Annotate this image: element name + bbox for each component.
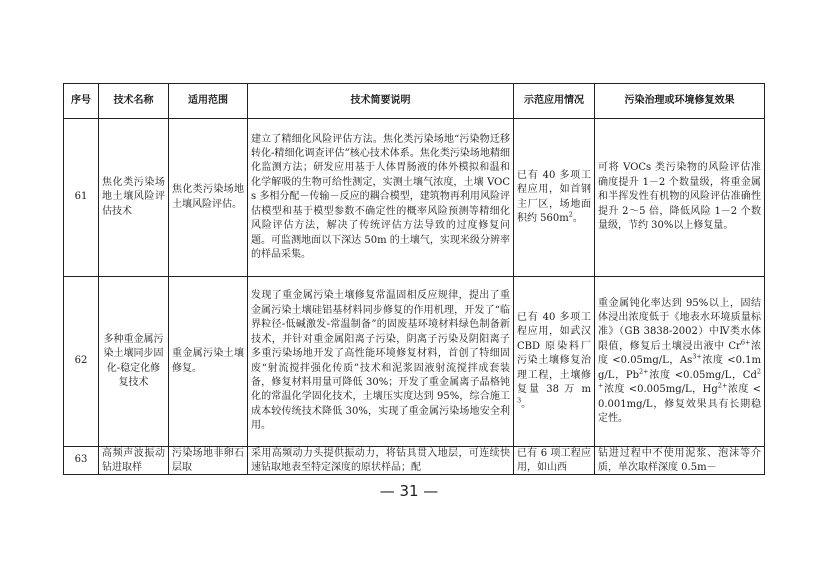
table-header-row (64, 84, 765, 119)
header-name: 技术名称 (99, 84, 169, 119)
effect: 可将 VOCs 类污染物的风险评估准确度提升 1－2 个数量级，将重金属和半挥发性有机物的风险评估准确性提升 2～5 倍，降低风险 1－2 个数量级，节约 30%以上修复量。 (595, 119, 765, 277)
effect-text: 钻进过程中不使用泥浆、泡沫等介质，单次取样深度 0.5m－ (598, 448, 761, 474)
table-row (64, 447, 765, 475)
scope-text: 污染场地非卵石层取 (172, 448, 244, 474)
effect (595, 447, 765, 475)
effect-text: 重金属钝化率达到 95%以上，固结体浸出浓度低于《地表水环境质量标准》（GB 3838-2002）中Ⅳ类水体限值，修复后土壤浸出液中 Cr (598, 297, 761, 352)
application-text-end: 。 (521, 398, 532, 410)
application (514, 119, 595, 277)
page-number: — 31 — (379, 482, 439, 500)
row-number: 62 (64, 277, 99, 447)
application-text: 已有 40 多项工程应用，如首钢主厂区，场地面积约 560m (517, 169, 591, 224)
tech-name (99, 447, 169, 475)
superscript: 2+ (598, 367, 761, 390)
superscript: 2+ (639, 367, 649, 376)
header-application: 示范应用情况 (514, 84, 595, 119)
application (514, 277, 595, 447)
superscript: 2 (568, 210, 573, 219)
scope (169, 447, 248, 475)
application (514, 447, 595, 475)
header-effect: 污染治理或环境修复效果 (595, 84, 765, 119)
application-text: 已有 6 项工程应用，如山西 (517, 448, 591, 474)
description-text: 采用高频动力头提供振动力，将钻具贯入地层，可连续快速钻取地表至特定深度的原状样品；配 (251, 448, 510, 474)
description: 发现了重金属污染土壤修复常温固相反应规律，提出了重金属污染土壤硅铝基材料同步修复的作用机理，开发了“临界粒径-低碱激发-常温制备”的固废基环境材料绿色制备新技术，并针对重金属阳离子污染，阴离子污染及阴阳离子多重污染场地开发了高性能环境修复材料，首创了特细固废“射流搅拌强化传质”技术和泥浆固液射流搅拌成套装备，修复材料用量可降低 30%；开发了重金属离子晶格钝化的常温化学固化技术，土壤压实度达到 95%，综合施工成本较传统技术降低 30%，实现了重金属污染场地安全利用。 (248, 277, 514, 447)
application-text-end: 。 (572, 212, 583, 224)
tech-name: 多种重金属污染土壤同步固化-稳定化修复技术 (99, 277, 169, 447)
row-number: 61 (64, 119, 99, 277)
application-text: 已有 40 多项工程应用，如武汉 CBD 原染料厂污染土壤修复治理工程，土壤修复量 38 万 m (517, 312, 591, 396)
effect-text: 浓度 <0.05mg/L，As (598, 340, 761, 367)
superscript: 6+ (740, 338, 751, 347)
tech-name-text: 高频声波振动钻进取样 (102, 448, 165, 474)
effect-text: 浓度 <0.1mg/L，Pb (598, 355, 761, 381)
description (248, 447, 514, 475)
effect-text: 浓度 <0.005mg/L，Hg (603, 384, 718, 396)
row-number: 63 (64, 447, 99, 475)
scope: 重金属污染土壤修复。 (169, 277, 248, 447)
technology-table (63, 83, 765, 475)
effect-text: 浓度 <0.05mg/L，Cd (648, 369, 757, 381)
header-scope: 适用范围 (169, 84, 248, 119)
tech-name: 焦化类污染场地土壤风险评估技术 (99, 119, 169, 277)
scope: 焦化类污染场地土壤风险评估。 (169, 119, 248, 277)
table-row (64, 277, 765, 447)
superscript: 2+ (717, 381, 728, 390)
table-row (64, 119, 765, 277)
header-description: 技术简要说明 (248, 84, 514, 119)
description: 建立了精细化风险评估方法。焦化类污染场地“污染物迁移转化-精细化调查评估”核心技术体系。焦化类污染场地精细化监测方法；研发应用基于人体胃肠液的体外模拟和温和化学解吸的生物可给性测定，实测土壤气浓度，土壤 VOCs 多相分配－传输－反应的耦合模型，建筑物再利用风险评估模型和基于模型参数不确定性的概率风险预测等精细化风险评估方法，解决了传统评估方法导致的过度修复问题。可监测地面以下深达 50m 的土壤气，实现米级分辨率的样品采集。 (248, 119, 514, 277)
header-no: 序号 (64, 84, 99, 119)
superscript: 3+ (692, 352, 702, 361)
effect (595, 277, 765, 447)
effect-text: 浓度 <0.001mg/L，修复效果具有长期稳定性。 (598, 384, 762, 424)
superscript: 3 (517, 396, 522, 405)
